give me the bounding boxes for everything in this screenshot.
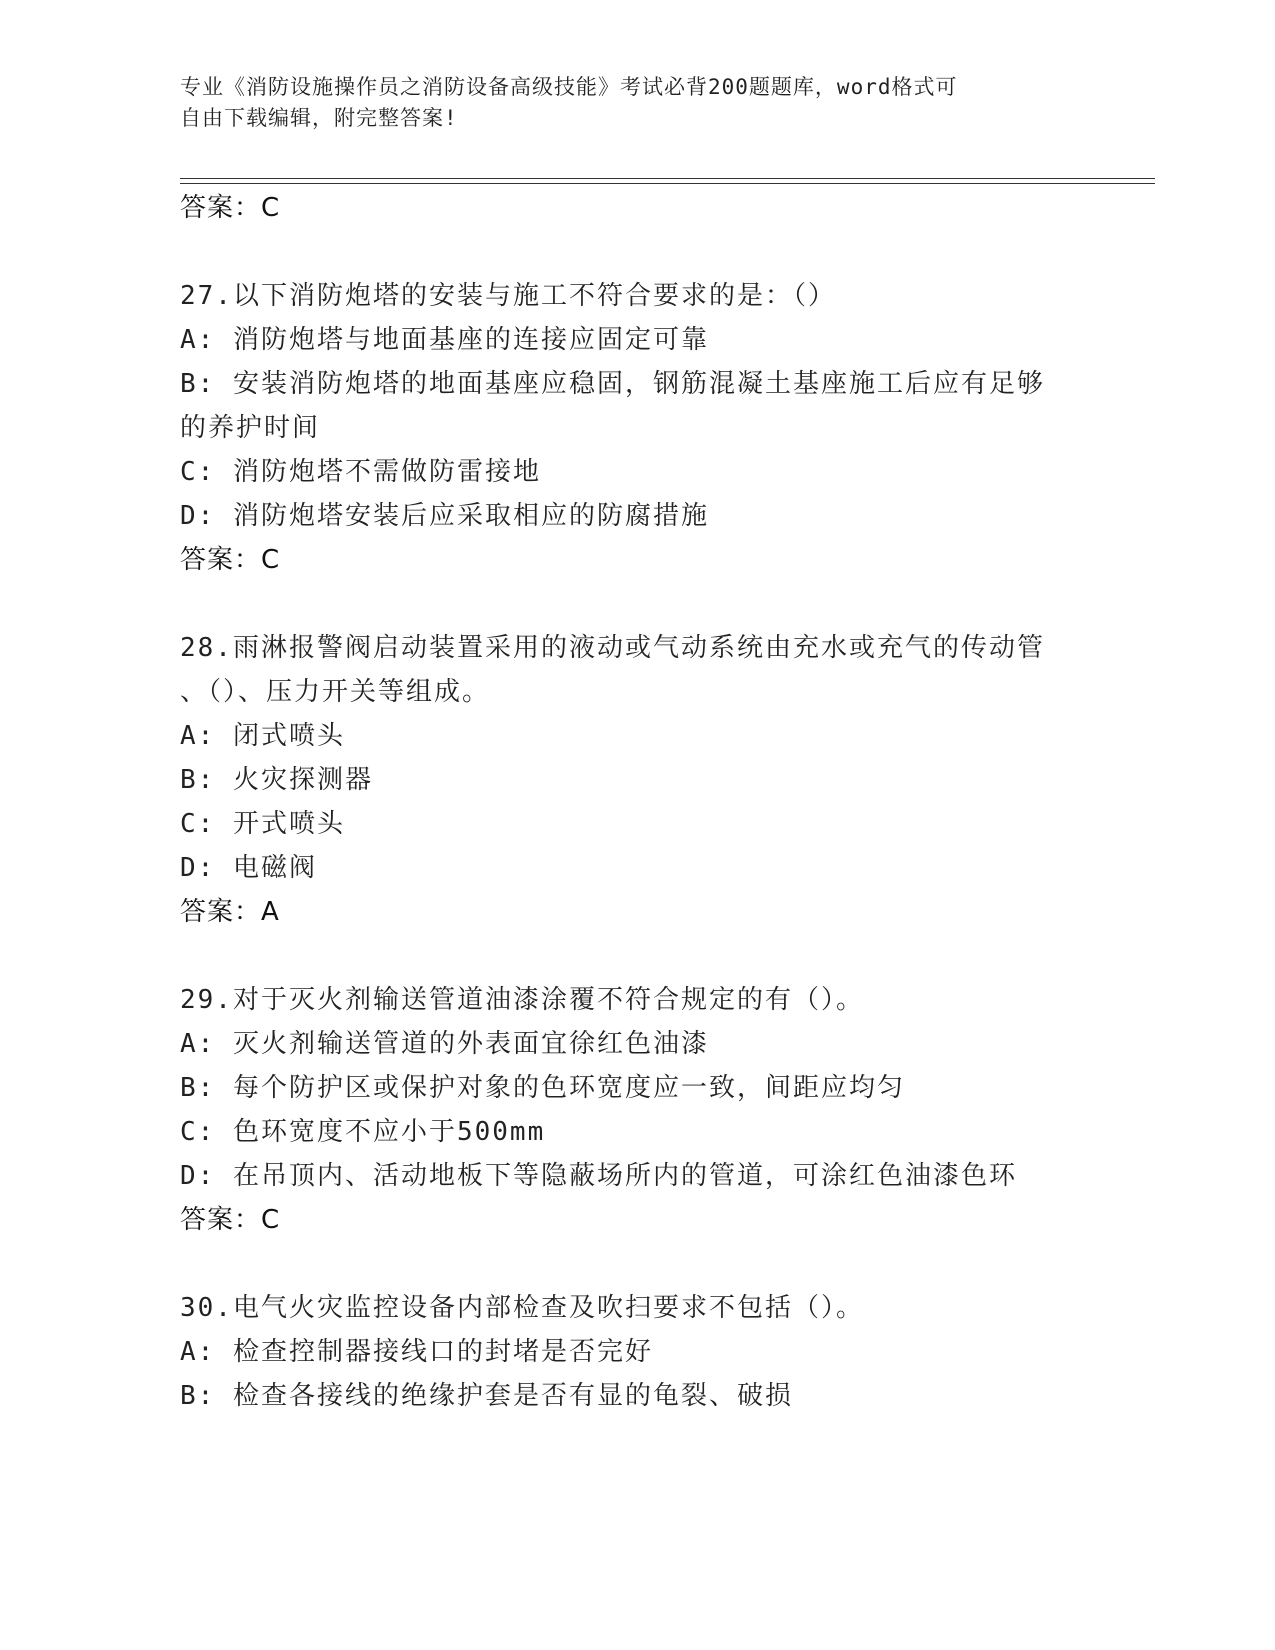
- option-b: B: 每个防护区或保护对象的色环宽度应一致，间距应均匀: [180, 1073, 905, 1103]
- question-30: [180, 1286, 1080, 1418]
- option-a: A: 检查控制器接线口的封堵是否完好: [180, 1337, 653, 1367]
- option-b: B: 检查各接线的绝缘护套是否有显的龟裂、破损: [180, 1381, 793, 1411]
- question-stem: 27.以下消防炮塔的安装与施工不符合要求的是：（）: [180, 281, 836, 311]
- answer: 答案：C: [180, 1205, 281, 1235]
- option-d: D: 在吊顶内、活动地板下等隐蔽场所内的管道，可涂红色油漆色环: [180, 1161, 1017, 1191]
- option-b-line-2: 的养护时间: [180, 413, 321, 443]
- answer: 答案：C: [180, 545, 281, 575]
- spacer: [180, 582, 1080, 626]
- option-c: C: 开式喷头: [180, 809, 345, 839]
- document-body: [180, 186, 1080, 1418]
- option-a: A: 闭式喷头: [180, 721, 345, 751]
- spacer: [180, 934, 1080, 978]
- question-stem: 29.对于灭火剂输送管道油漆涂覆不符合规定的有（）。: [180, 985, 864, 1015]
- header-line-2: 自由下载编辑，附完整答案!: [180, 106, 458, 130]
- option-d: D: 电磁阀: [180, 853, 317, 883]
- question-27: [180, 274, 1080, 582]
- question-stem-line-1: 28.雨淋报警阀启动装置采用的液动或气动系统由充水或充气的传动管: [180, 633, 1045, 663]
- option-d: D: 消防炮塔安装后应采取相应的防腐措施: [180, 501, 709, 531]
- question-29: [180, 978, 1080, 1242]
- option-c: C: 消防炮塔不需做防雷接地: [180, 457, 541, 487]
- question-stem-line-2: 、（）、压力开关等组成。: [180, 677, 491, 707]
- option-a: A: 消防炮塔与地面基座的连接应固定可靠: [180, 325, 709, 355]
- previous-answer: 答案：C: [180, 193, 281, 223]
- option-b-line-1: B: 安装消防炮塔的地面基座应稳固，钢筋混凝土基座施工后应有足够: [180, 369, 1045, 399]
- spacer: [180, 230, 1080, 274]
- option-a: A: 灭火剂输送管道的外表面宜徐红色油漆: [180, 1029, 709, 1059]
- option-b: B: 火灾探测器: [180, 765, 373, 795]
- question-stem: 30.电气火灾监控设备内部检查及吹扫要求不包括（）。: [180, 1293, 864, 1323]
- spacer: [180, 1242, 1080, 1286]
- header-divider-top: [180, 178, 1155, 179]
- header-divider-bottom: [180, 183, 1155, 184]
- question-28: [180, 626, 1080, 934]
- answer: 答案：A: [180, 897, 280, 927]
- option-c: C: 色环宽度不应小于500mm: [180, 1117, 546, 1147]
- document-header: [180, 72, 1060, 134]
- header-line-1: 专业《消防设施操作员之消防设备高级技能》考试必背200题题库，word格式可: [180, 75, 958, 99]
